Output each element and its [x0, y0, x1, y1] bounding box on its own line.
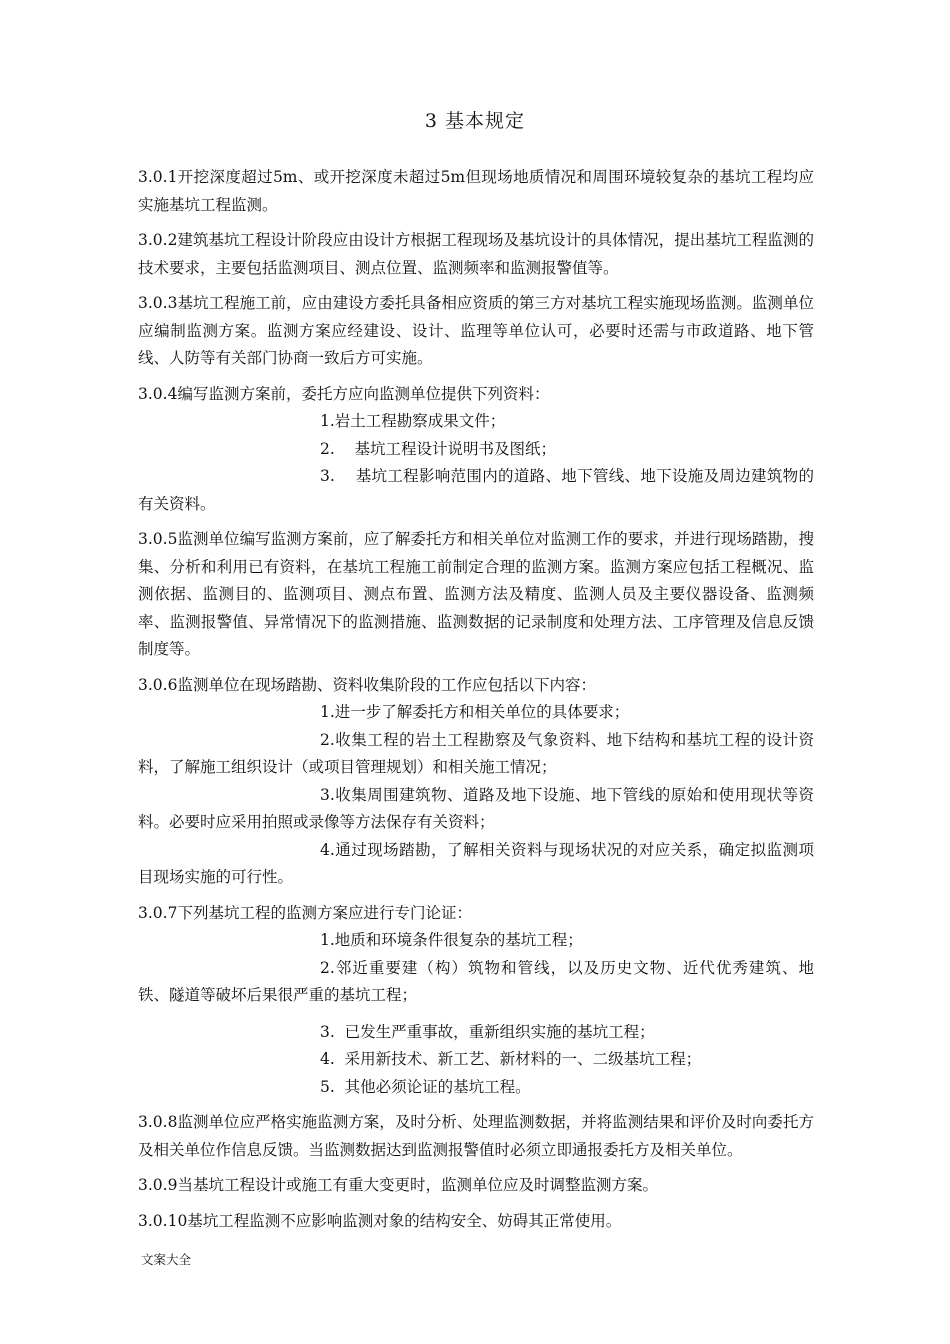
- clause-3-0-6-item-3: 3.收集周围建筑物、道路及地下设施、地下管线的原始和使用现状等资料。必要时应采用拍照或录像等方法保存有关资料；: [138, 785, 814, 831]
- clause-3-0-6-lead: 3.0.6监测单位在现场踏勘、资料收集阶段的工作应包括以下内容：: [138, 675, 596, 694]
- clause-3-0-2: 3.0.2建筑基坑工程设计阶段应由设计方根据工程现场及基坑设计的具体情况，提出基坑工程监测的技术要求，主要包括监测项目、测点位置、监测频率和监测报警值等。: [138, 231, 814, 277]
- clause-3-0-10: 3.0.10基坑工程监测不应影响监测对象的结构安全、妨碍其正常使用。: [138, 1211, 622, 1230]
- clause-3-0-7-item-4: 4. 采用新技术、新工艺、新材料的一、二级基坑工程；: [320, 1050, 702, 1068]
- clause-3-0-6-item-1: 1.进一步了解委托方和相关单位的具体要求；: [320, 703, 630, 721]
- clause-3-0-4-item-2: 2. 基坑工程设计说明书及图纸；: [320, 439, 556, 458]
- document-body: [138, 164, 814, 1243]
- clause-3-0-4-lead: 3.0.4编写监测方案前，委托方应向监测单位提供下列资料：: [138, 384, 550, 403]
- clause-3-0-7-item-5: 5. 其他必须论证的基坑工程。: [320, 1077, 531, 1096]
- clause-3-0-6-item-2: 2.收集工程的岩土工程勘察及气象资料、地下结构和基坑工程的设计资料，了解施工组织设计（或项目管理规划）和相关施工情况；: [138, 730, 814, 776]
- page-footer: 文案大全: [141, 1252, 192, 1267]
- clause-3-0-4-item-1: 1.岩土工程勘察成果文件；: [320, 412, 506, 430]
- clause-3-0-9: 3.0.9当基坑工程设计或施工有重大变更时，监测单位应及时调整监测方案。: [138, 1176, 658, 1194]
- clause-3-0-5: 3.0.5监测单位编写监测方案前，应了解委托方和相关单位对监测工作的要求，并进行现场踏勘，搜集、分析和利用已有资料，在基坑工程施工前制定合理的监测方案。监测方案应包括工程概况、监测依据、监测目的、监测项目、测点布置、监测方法及精度、监测人员及主要仪器设备、监测频率、监测报警值、异常情况下的监测措施、监测数据的记录制度和处理方法、工序管理及信息反馈制度等。: [138, 530, 814, 658]
- clause-3-0-4-item-3: 3. 基坑工程影响范围内的道路、地下管线、地下设施及周边建筑物的有关资料。: [138, 467, 814, 513]
- clause-3-0-7-item-2: 2.邻近重要建（构）筑物和管线，以及历史文物、近代优秀建筑、地铁、隧道等破坏后果很严重的基坑工程；: [138, 958, 814, 1004]
- clause-3-0-6-item-4: 4.通过现场踏勘，了解相关资料与现场状况的对应关系，确定拟监测项目现场实施的可行性。: [138, 840, 814, 886]
- clause-3-0-7-item-3: 3. 已发生严重事故，重新组织实施的基坑工程；: [320, 1022, 655, 1041]
- section-title: 3 基本规定: [424, 110, 526, 132]
- clause-3-0-1: 3.0.1开挖深度超过5m、或开挖深度未超过5m但现场地质情况和周围环境较复杂的基坑工程均应实施基坑工程监测。: [138, 168, 814, 214]
- clause-3-0-7-item-1: 1.地质和环境条件很复杂的基坑工程；: [320, 931, 583, 949]
- clause-3-0-7-lead: 3.0.7下列基坑工程的监测方案应进行专门论证：: [138, 903, 472, 922]
- clause-3-0-3: 3.0.3基坑工程施工前，应由建设方委托具备相应资质的第三方对基坑工程实施现场监测。监测单位应编制监测方案。监测方案应经建设、设计、监理等单位认可，必要时还需与市政道路、地下管线、人防等有关部门协商一致后方可实施。: [138, 294, 814, 367]
- clause-3-0-8: 3.0.8监测单位应严格实施监测方案，及时分析、处理监测数据，并将监测结果和评价及时向委托方及相关单位作信息反馈。当监测数据达到监测报警值时必须立即通报委托方及相关单位。: [138, 1113, 814, 1159]
